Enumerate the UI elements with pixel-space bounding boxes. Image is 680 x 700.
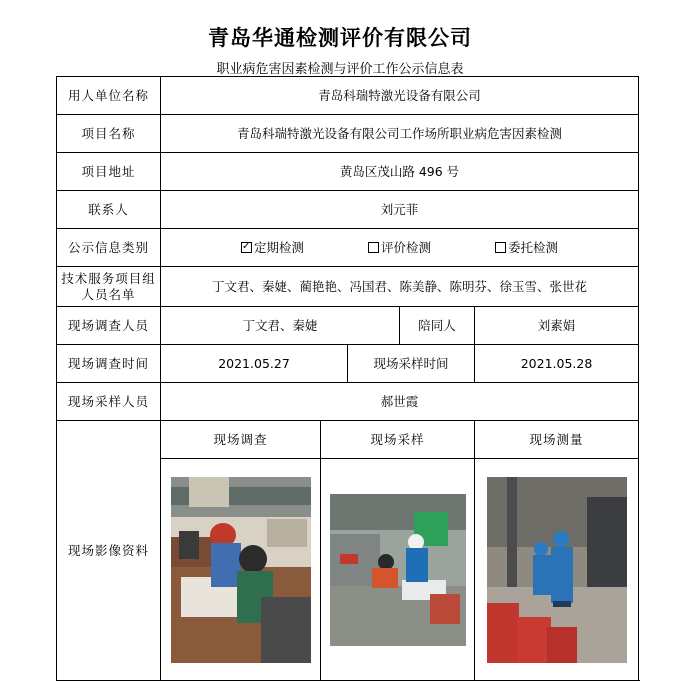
row-survey-staff (57, 307, 639, 345)
row-project-name (57, 115, 639, 153)
sampling-photo-head: 现场采样 (321, 421, 475, 459)
team-value: 丁文君、秦婕、蔺艳艳、冯国君、陈美静、陈明芬、徐玉雪、张世花 (161, 267, 639, 307)
measure-photo-cell (475, 459, 639, 681)
sampling-photo (330, 494, 466, 646)
document-subtitle: 职业病危害因素检测与评价工作公示信息表 (216, 62, 464, 77)
row-image-heads (57, 421, 639, 459)
sampling-time-label: 现场采样时间 (348, 345, 475, 383)
survey-photo-cell (161, 459, 321, 681)
document-title: 青岛华通检测评价有限公司 (208, 25, 472, 50)
survey-staff-value: 丁文君、秦婕 (161, 307, 400, 345)
contact-value: 刘元菲 (161, 191, 639, 229)
employer-label: 用人单位名称 (57, 77, 161, 115)
survey-photo-head: 现场调查 (161, 421, 321, 459)
row-team (57, 267, 639, 307)
row-times (57, 345, 639, 383)
contact-label: 联系人 (57, 191, 161, 229)
option-periodic-label: 定期检测 (254, 239, 305, 255)
images-label: 现场影像资料 (57, 421, 161, 681)
sampling-time-value: 2021.05.28 (475, 345, 639, 383)
checkbox-icon[interactable] (368, 242, 379, 253)
option-commissioned-label: 委托检测 (508, 239, 559, 255)
escort-value: 刘素娟 (475, 307, 639, 345)
option-evaluation[interactable] (368, 240, 431, 256)
measure-photo-head: 现场测量 (475, 421, 639, 459)
row-project-address (57, 153, 639, 191)
team-label: 技术服务项目组人员名单 (57, 267, 161, 307)
option-commissioned[interactable] (495, 240, 558, 256)
sampling-photo-cell (321, 459, 475, 681)
measure-photo (487, 477, 627, 663)
row-sampling-staff (57, 383, 639, 421)
row-category (57, 229, 639, 267)
option-periodic[interactable] (241, 240, 304, 256)
row-contact (57, 191, 639, 229)
category-label: 公示信息类别 (57, 229, 161, 267)
sampling-staff-label: 现场采样人员 (57, 383, 161, 421)
project-name-value: 青岛科瑞特激光设备有限公司工作场所职业病危害因素检测 (161, 115, 639, 153)
row-employer (57, 77, 639, 115)
sampling-staff-value: 郝世霞 (161, 383, 639, 421)
survey-staff-label: 现场调查人员 (57, 307, 161, 345)
escort-label: 陪同人 (400, 307, 475, 345)
survey-time-value: 2021.05.27 (161, 345, 348, 383)
checkbox-icon[interactable] (495, 242, 506, 253)
project-address-label: 项目地址 (57, 153, 161, 191)
employer-value: 青岛科瑞特激光设备有限公司 (161, 77, 639, 115)
project-name-label: 项目名称 (57, 115, 161, 153)
checkbox-checked-icon[interactable] (241, 242, 252, 253)
project-address-value: 黄岛区茂山路 496 号 (161, 153, 639, 191)
info-table (56, 76, 639, 681)
option-evaluation-label: 评价检测 (381, 239, 432, 255)
survey-time-label: 现场调查时间 (57, 345, 161, 383)
survey-photo (171, 477, 311, 663)
category-options (161, 229, 639, 267)
